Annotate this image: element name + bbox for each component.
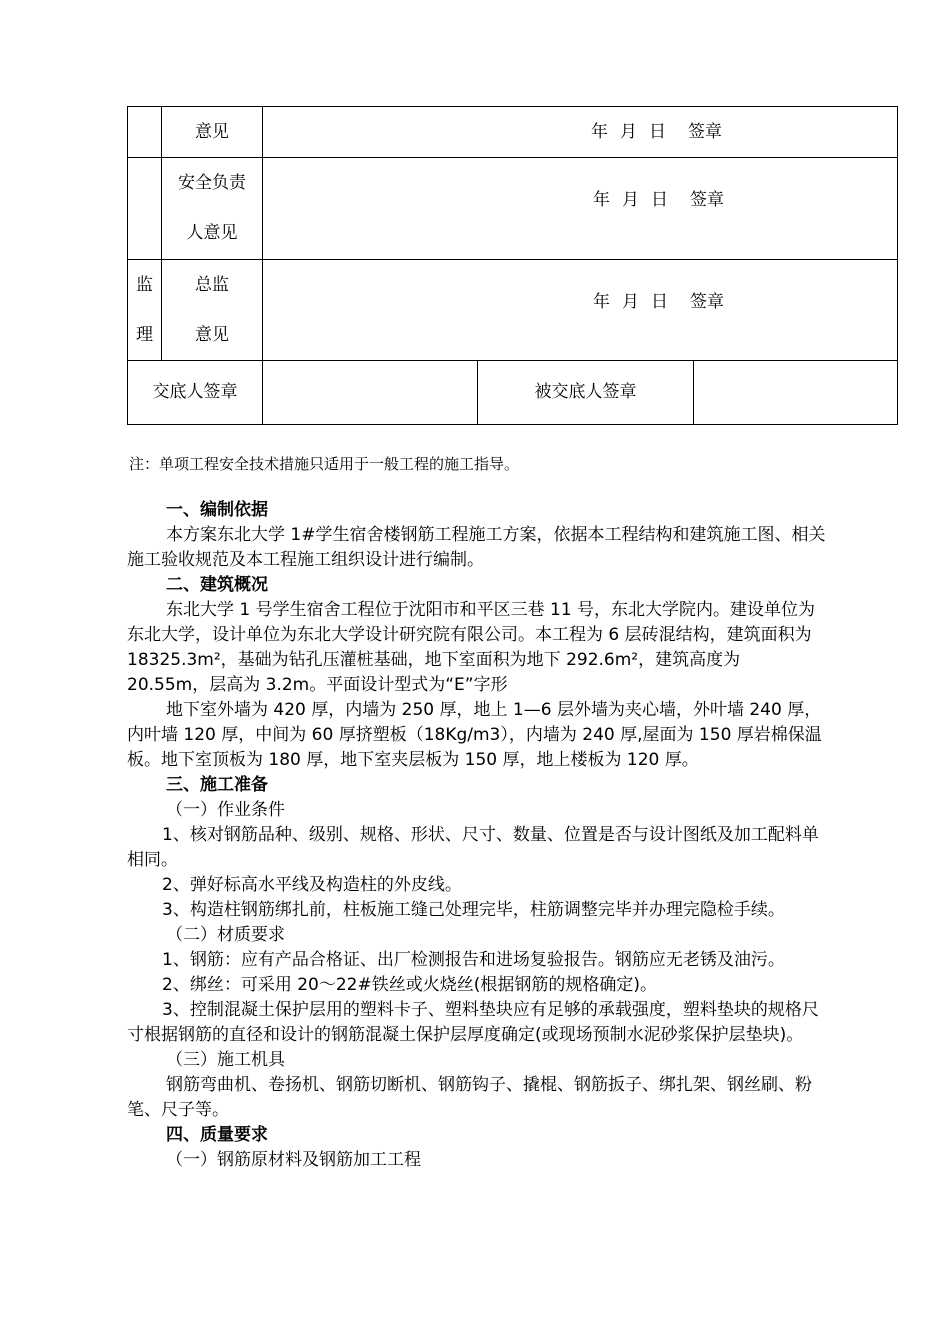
table-row <box>128 361 898 425</box>
subsection-heading: （一）钢筋原材料及钢筋加工工程 <box>166 1150 421 1170</box>
row-label-safety-officer: 安全负责 人意见 <box>162 158 263 260</box>
paragraph: 本方案东北大学 1#学生宿舍楼钢筋工程施工方案，依据本工程结构和建筑施工图、相关施工验收规范及本工程施工组织设计进行编制。 <box>127 525 826 570</box>
row-label-opinion: 意见 <box>162 107 263 158</box>
seal-label: 签章 <box>690 190 725 210</box>
receiver-signature-field[interactable] <box>694 361 898 425</box>
row-label-chief-supervisor: 总监 意见 <box>162 260 263 361</box>
list-item: 2、绑丝：可采用 20～22#铁丝或火烧丝(根据钢筋的规格确定)。 <box>162 975 657 995</box>
date-seal-cell <box>263 107 898 158</box>
day-label: 日 <box>651 190 669 210</box>
paragraph: 钢筋弯曲机、卷扬机、钢筋切断机、钢筋钩子、撬棍、钢筋扳子、绑扎架、钢丝刷、粉笔、尺子等。 <box>127 1075 812 1120</box>
list-item: 1、钢筋：应有产品合格证、出厂检测报告和进场复验报告。钢筋应无老锈及油污。 <box>162 950 785 970</box>
group-cell-supervision: 监 理 <box>128 260 162 361</box>
subsection-heading: （三）施工机具 <box>166 1050 285 1070</box>
table-row <box>128 260 898 361</box>
seal-label: 签章 <box>688 121 723 142</box>
section-heading: 二、建筑概况 <box>166 575 268 595</box>
paragraph: 东北大学 1 号学生宿舍工程位于沈阳市和平区三巷 11 号，东北大学院内。建设单位为东北大学，设计单位为东北大学设计研究院有限公司。本工程为 6 层砖混结构，建筑面积为 18325.3m²，基础为钻孔压灌桩基础，地下室面积为地下 292.6m²，建筑高度为 20.55m，层高为 3.2m。平面设计型式为“E”字形 <box>127 600 816 695</box>
list-item: 3、控制混凝土保护层用的塑料卡子、塑料垫块应有足够的承载强度，塑料垫块的规格尺寸根据钢筋的直径和设计的钢筋混凝土保护层厚度确定(或现场预制水泥砂浆保护层垫块)。 <box>127 1000 819 1045</box>
year-label: 年 <box>591 121 609 142</box>
year-label: 年 <box>593 190 611 210</box>
receiver-signature-label: 被交底人签章 <box>478 361 694 425</box>
subsection-heading: （一）作业条件 <box>166 800 285 820</box>
table-row <box>128 107 898 158</box>
section-heading: 三、施工准备 <box>166 775 268 795</box>
signature-table <box>127 106 898 425</box>
table-row <box>128 158 898 260</box>
list-item: 2、弹好标高水平线及构造柱的外皮线。 <box>162 875 462 895</box>
year-label: 年 <box>593 291 611 312</box>
seal-label: 签章 <box>690 291 725 312</box>
handover-signature-field[interactable] <box>263 361 478 425</box>
section-heading: 四、质量要求 <box>166 1125 268 1145</box>
group-cell-blank <box>128 158 162 260</box>
day-label: 日 <box>651 291 669 312</box>
month-label: 月 <box>622 291 640 312</box>
list-item: 1、核对钢筋品种、级别、规格、形状、尺寸、数量、位置是否与设计图纸及加工配料单相同。 <box>127 825 819 870</box>
month-label: 月 <box>620 121 638 142</box>
day-label: 日 <box>649 121 667 142</box>
document-body <box>127 498 827 1173</box>
section-heading: 一、编制依据 <box>166 500 268 520</box>
date-seal-cell <box>263 158 898 260</box>
list-item: 3、构造柱钢筋绑扎前，柱板施工缝己处理完毕，柱筋调整完毕并办理完隐检手续。 <box>162 900 785 920</box>
date-seal-cell <box>263 260 898 361</box>
paragraph: 地下室外墙为 420 厚，内墙为 250 厚，地上 1—6 层外墙为夹心墙，外叶墙 240 厚，内叶墙 120 厚，中间为 60 厚挤塑板（18Kg/m3），内墙为 240 厚,屋面为 150 厚岩棉保温板。地下室顶板为 180 厚，地下室夹层板为 150 厚，地上楼板为 120 厚。 <box>127 700 822 770</box>
month-label: 月 <box>622 190 640 210</box>
table-note: 注：单项工程安全技术措施只适用于一般工程的施工指导。 <box>129 455 520 473</box>
handover-signature-label: 交底人签章 <box>128 361 263 425</box>
subsection-heading: （二）材质要求 <box>166 925 285 945</box>
group-cell-blank <box>128 107 162 158</box>
